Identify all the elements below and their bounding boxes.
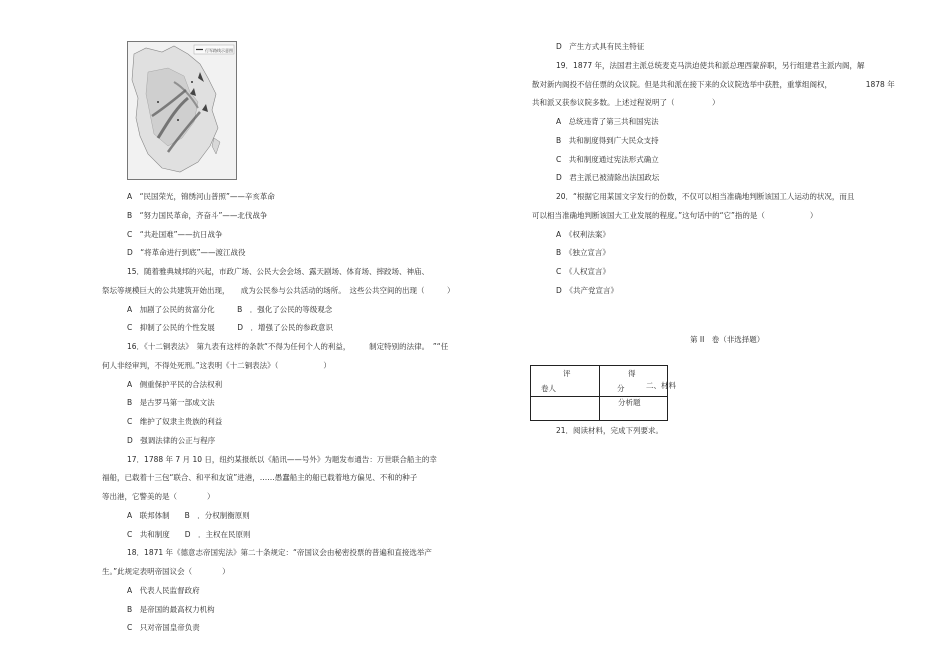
q16-option-c: C 维护了奴隶主贵族的利益: [127, 417, 223, 426]
q15-line-2: 祭坛等规模巨大的公共建筑开始出现， 成为公民参与公共活动的场所。 这些公共空间的出现（ ）: [102, 286, 455, 295]
q19-option-c: C 共和制度通过宪法形式确立: [556, 155, 659, 164]
q16-option-d: D 强调法律的公正与程序: [127, 436, 216, 445]
q14-option-a: A “民国荣光，锦绣河山普照”——辛亥革命: [127, 192, 275, 201]
q20-option-a: A 《权利法案》: [556, 230, 610, 239]
q18-option-a: A 代表人民监督政府: [127, 586, 200, 595]
q15-line-1: 15．随着雅典城邦的兴起，市政广场、公民大会会场、露天剧场、体育场、摔跤场、神庙、: [127, 267, 430, 276]
score-box-cell2-bottom: 分: [617, 384, 625, 393]
q17-line-3: 等出港，它警美的是（ ）: [102, 492, 215, 501]
q18-option-d: D 产生方式具有民主特征: [556, 42, 645, 51]
q20-option-b: B 《独立宣言》: [556, 248, 610, 257]
q19-line-3: 共和派又获参议院多数。上述过程说明了（ ）: [532, 98, 720, 107]
q16-line-2: 何人非经审判，不得处死刑。”这表明《十二铜表法》（ ）: [102, 361, 331, 370]
map-legend: 行军路线示意图: [205, 48, 233, 53]
q19-line-1: 19．1877 年，法国君主派总统麦克马洪迫使共和派总理西蒙辞职，另行组建君主派内阁，解: [556, 61, 865, 70]
map-figure: [127, 41, 237, 180]
q18-line-1: 18．1871 年《德意志帝国宪法》第二十条规定：“帝国议会由秘密投票的普遍和直接选举产: [127, 548, 432, 557]
q18-line-2: 生。”此规定表明帝国议会（ ）: [102, 567, 230, 576]
q19-option-d: D 君主派已被清除出法国政坛: [556, 173, 660, 182]
section-title: 第 II 卷（非选择题）: [690, 335, 765, 344]
q20-option-d: D 《共产党宣言》: [556, 286, 619, 295]
q17-line-2: 福船，已载着十三包“联合、和平和友谊”进港，……愚蠢船主的船已载着地方偏见、不和的种子: [102, 473, 418, 482]
score-box-cell1-bottom: 卷人: [541, 384, 556, 393]
q16-option-b: B 是古罗马第一部成文法: [127, 398, 215, 407]
q17-option-ab: A 联邦体制 B ．分权制衡原则: [127, 511, 250, 520]
q16-line-1: 16．《十二铜表法》 第九表有这样的条款“不得为任何个人的利益， 制定特别的法律。 ”“任: [127, 342, 449, 351]
q19-option-b: B 共和制度得到广大民众支持: [556, 136, 659, 145]
q19-line-2: 散对新内阁投不信任票的众议院。但是共和派在接下来的众议院选举中获胜，重掌组阁权， 1878 年: [532, 80, 895, 89]
section-heading-1: 二、材料: [646, 381, 676, 390]
score-box-cell1-top: 评: [563, 369, 571, 378]
q18-option-c: C 只对帝国皇帝负责: [127, 623, 200, 632]
q18-option-b: B 是帝国的最高权力机构: [127, 605, 215, 614]
q15-option-ab: A 加剧了公民的贫富分化 B ．强化了公民的等级观念: [127, 305, 333, 314]
q20-line-1: 20．“根据它用某国文字发行的份数，不仅可以相当准确地判断该国工人运动的状况，而且: [556, 192, 855, 201]
q14-option-b: B “努力国民革命，齐奋斗”——北伐战争: [127, 211, 268, 220]
q19-option-a: A 总统违背了第三共和国宪法: [556, 117, 659, 126]
map-illustration: [128, 42, 236, 179]
q20-option-c: C 《人权宣言》: [556, 267, 610, 276]
q14-option-d: D “将革命进行到底”——渡江战役: [127, 248, 246, 257]
q20-line-2: 可以相当准确地判断该国大工业发展的程度。”这句话中的“它”指的是（ ）: [532, 211, 818, 220]
q14-option-c: C “共赴国难”——抗日战争: [127, 230, 223, 239]
score-box: [530, 365, 668, 421]
q17-option-cd: C 共和制度 D ．主权在民原则: [127, 530, 251, 539]
score-box-cell2-top: 得: [628, 369, 636, 378]
q17-line-1: 17．1788 年 7 月 10 日，纽约某报纸以《船讯——号外》为题发布通告：万世联合船主的幸: [127, 455, 437, 464]
q15-option-cd: C 抑制了公民的个性发展 D ．增强了公民的参政意识: [127, 323, 334, 332]
q21-prompt: 21．阅读材料，完成下列要求。: [556, 426, 664, 435]
q16-option-a: A 侧重保护平民的合法权利: [127, 380, 223, 389]
section-heading-2: 分析题: [618, 398, 641, 407]
